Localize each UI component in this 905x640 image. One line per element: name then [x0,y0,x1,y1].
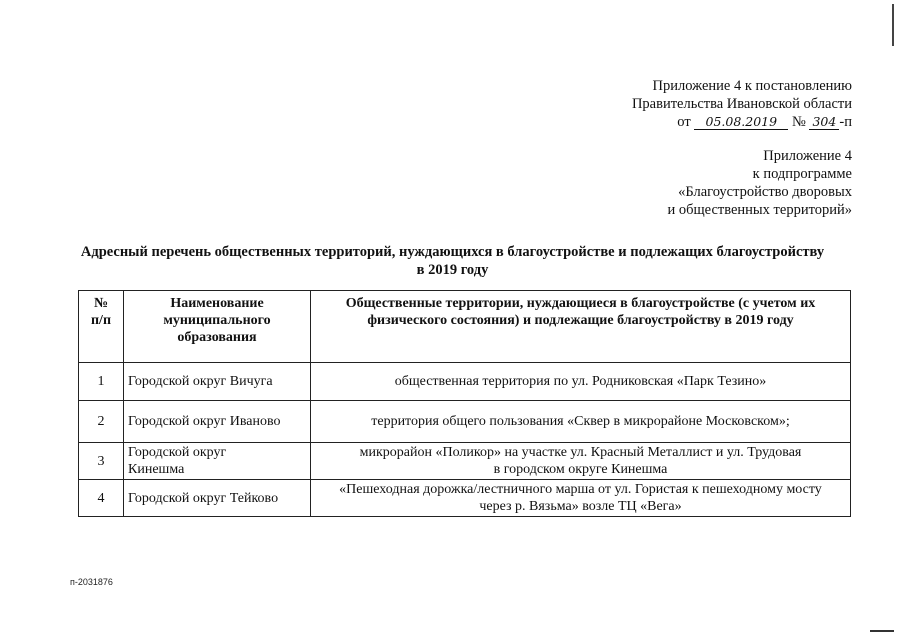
handwritten-date: 05.08.2019 [694,115,788,130]
header-number [79,291,124,363]
table-row [79,443,851,480]
row-territory [311,443,851,480]
scan-edge-mark [892,4,894,46]
row-territory [311,401,851,443]
number-prefix: № [791,114,806,130]
table-header-row [79,291,851,363]
row-number: 3 [79,443,124,480]
header-territories-line-2: физического состояния) и подлежащие благоустройству в 2019 году [367,313,794,328]
territory-line-1: микрорайон «Поликор» на участке ул. Красный Металлист и ул. Трудовая [359,445,802,460]
row-number: 2 [79,401,124,443]
document-code: п-2031876 [70,577,113,587]
approval-line-1: Приложение 4 к постановлению [652,78,852,94]
territory-line-1: территория общего пользования «Сквер в микрорайоне Московском»; [371,414,790,429]
row-municipality [124,363,311,401]
row-territory [311,480,851,517]
header-municipality-line-3: образования [177,330,257,345]
row-municipality [124,401,311,443]
number-suffix: -п [839,114,852,130]
approval-date-line [632,113,852,131]
territory-line-1: общественная территория по ул. Родниковская «Парк Тезино» [394,374,767,389]
municipality-line-2: Кинешма [128,462,185,477]
subprogram-line-2: к подпрограмме [752,166,852,182]
row-number: 4 [79,480,124,517]
handwritten-number: 304 [809,115,839,130]
municipality-line-1: Городской округ Иваново [128,414,281,429]
territory-line-1: «Пешеходная дорожка/лестничного марша от ул. Гористая к пешеходному мосту [339,482,822,497]
municipality-line-1: Городской округ [128,445,227,460]
municipality-line-1: Городской округ Тейково [128,490,279,506]
row-territory [311,363,851,401]
territory-line-2: в городском округе Кинешма [493,462,668,477]
header-municipality-line-2: муниципального [163,313,271,328]
approval-line-2: Правительства Ивановской области [631,96,852,112]
municipality-line-1: Городской округ Вичуга [128,374,273,389]
header-territories [311,291,851,363]
table-row [79,363,851,401]
header-municipality [124,291,311,363]
territory-line-2: через р. Вязьма» возле ТЦ «Вега» [479,499,682,514]
header-territories-line-1: Общественные территории, нуждающиеся в благоустройстве (с учетом их [345,296,816,311]
header-number-line-1: № [93,296,109,311]
subprogram-line-1: Приложение 4 [763,148,852,164]
row-municipality [124,480,311,517]
approval-block [632,77,852,131]
title-line-1: Адресный перечень общественных территорий, нуждающихся в благоустройстве и подлежащих благоустройству [80,244,825,260]
header-number-line-2: п/п [90,313,112,328]
subprogram-line-3: «Благоустройство дворовых [678,184,852,200]
from-prefix: от [677,114,691,130]
table-row [79,401,851,443]
row-number: 1 [79,363,124,401]
subprogram-line-4: и общественных территорий» [667,202,852,218]
header-municipality-line-1: Наименование [170,296,264,311]
table-row [79,480,851,517]
subprogram-block [667,147,852,219]
territories-table [78,290,851,517]
scan-foot-mark [870,630,894,632]
row-municipality [124,443,311,480]
title-line-2: в 2019 году [416,262,489,278]
document-title [60,243,845,279]
